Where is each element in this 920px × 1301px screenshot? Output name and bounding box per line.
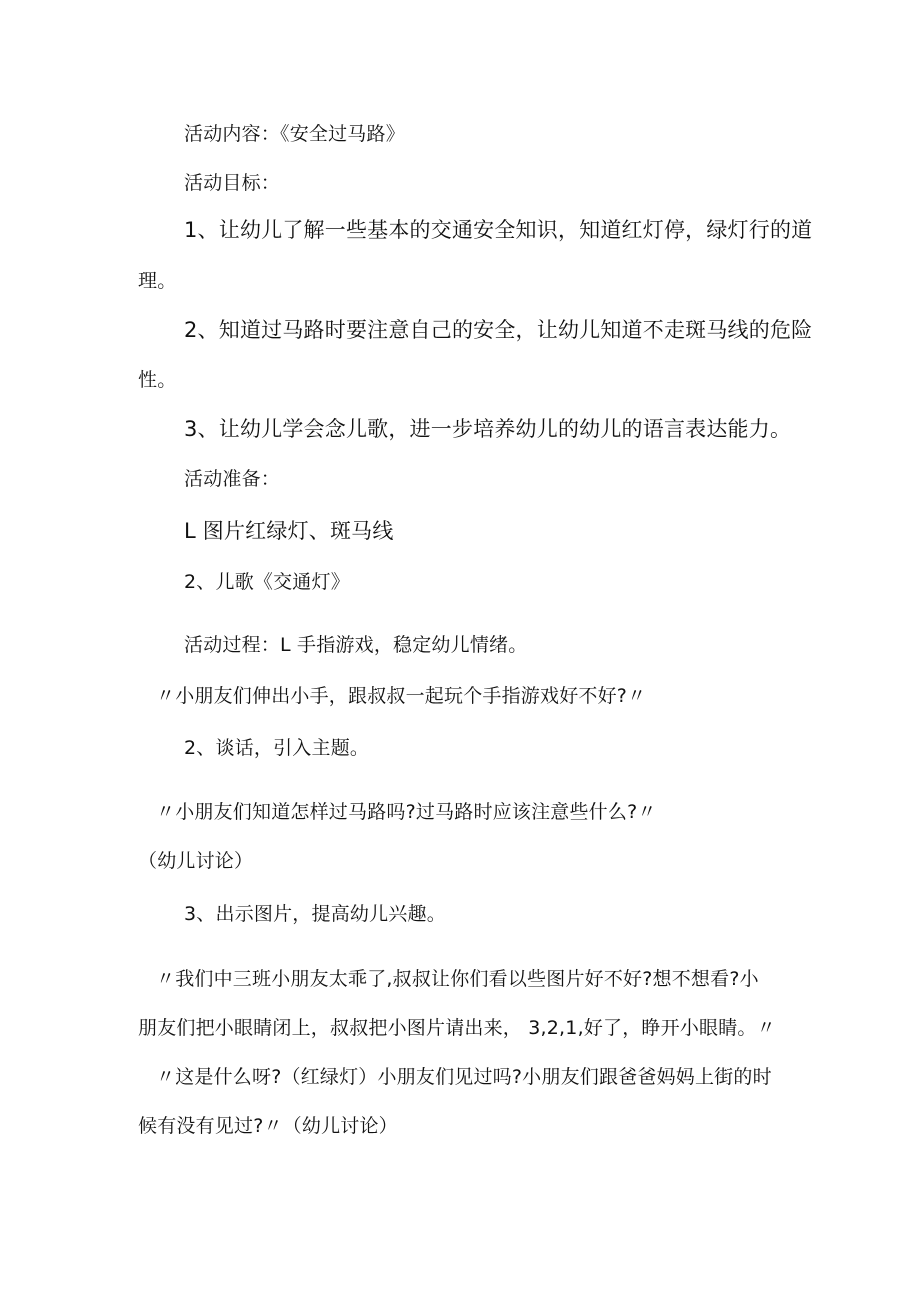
- goals-heading: 活动目标：: [184, 172, 281, 194]
- goal-3-line: 3、让幼儿学会念儿歌，进一步培养幼儿的幼儿的语言表达能力。: [184, 417, 792, 441]
- discussion-note-1: （幼儿讨论）: [138, 850, 254, 872]
- quote-4-line-2: 候有没有见过?〃（幼儿讨论）: [138, 1115, 398, 1137]
- process-step-2: 2、谈话，引入主题。: [184, 737, 370, 759]
- quote-4-line-1: 〃这是什么呀?（红绿灯）小朋友们见过吗?小朋友们跟爸爸妈妈上街的时: [156, 1066, 772, 1088]
- activity-content-line: 活动内容：《安全过马路》: [184, 123, 405, 145]
- prep-item-2: 2、儿歌《交通灯》: [184, 571, 350, 593]
- quote-2: 〃小朋友们知道怎样过马路吗?过马路时应该注意些什么?〃: [156, 801, 657, 823]
- goal-1-line-1: 1、让幼儿了解一些基本的交通安全知识，知道红灯停，绿灯行的道: [184, 218, 813, 242]
- process-step-3: 3、出示图片，提高幼儿兴趣。: [184, 903, 446, 925]
- prep-heading: 活动准备：: [184, 468, 281, 490]
- quote-3-line-1: 〃我们中三班小朋友太乖了,叔叔让你们看以些图片好不好?想不想看?小: [156, 968, 759, 990]
- quote-1: 〃小朋友们伸出小手，跟叔叔一起玩个手指游戏好不好?〃: [156, 685, 647, 707]
- quote-3-line-2: 朋友们把小眼睛闭上，叔叔把小图片请出来， 3,2,1,好了，睁开小眼睛。〃: [138, 1017, 776, 1039]
- goal-1-line-2: 理。: [138, 270, 177, 292]
- goal-2-line-1: 2、知道过马路时要注意自己的安全，让幼儿知道不走斑马线的危险: [184, 318, 813, 342]
- process-step-1: 活动过程：L 手指游戏，稳定幼儿情绪。: [184, 634, 528, 656]
- prep-item-1: L 图片红绿灯、斑马线: [184, 519, 394, 543]
- goal-2-line-2: 性。: [138, 369, 177, 391]
